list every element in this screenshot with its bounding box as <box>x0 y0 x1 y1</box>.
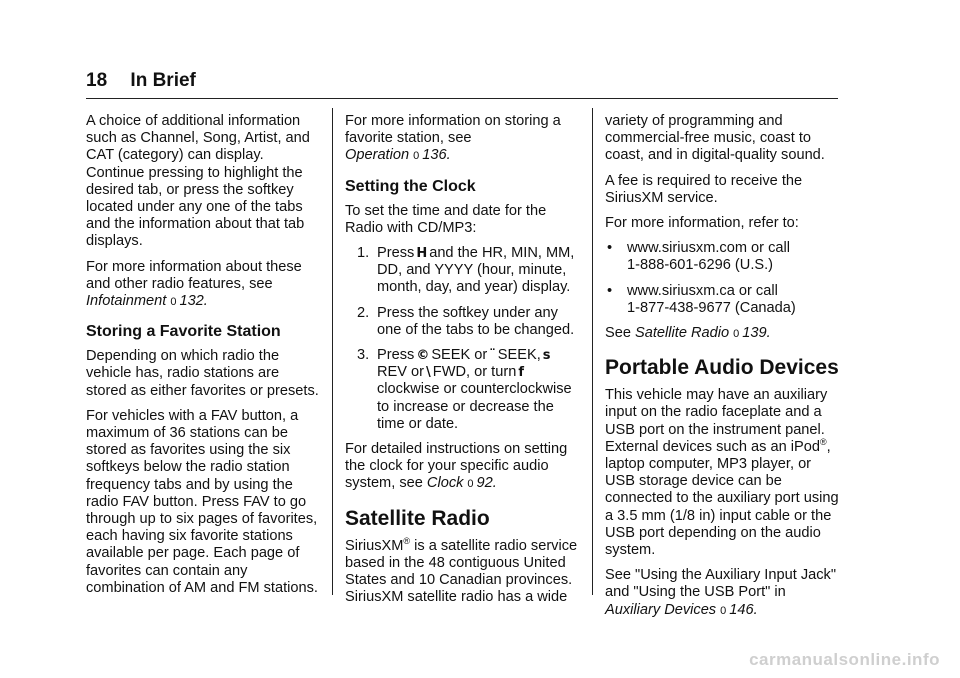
paragraph <box>605 387 841 559</box>
step-text: SEEK, <box>497 347 541 364</box>
cross-reference[interactable]: Clock <box>426 475 464 492</box>
list-item <box>605 283 841 317</box>
column-3 <box>605 113 841 628</box>
section-heading: Portable Audio Devices <box>605 356 839 380</box>
paragraph: A choice of additional information such as Channel, Song, Artist, and CAT (category) can display. Continue pressing to highlight the desired tab, or press the softkey located under any one of the tabs and the information about that tab displays. <box>86 113 310 250</box>
bullet-text: www.siriusxm.com or call <box>627 240 790 257</box>
column-divider-2 <box>592 108 593 595</box>
page-header <box>86 70 196 92</box>
column-divider-1 <box>332 108 333 595</box>
paragraph-text: For more information on storing a favorite station, see <box>345 113 561 147</box>
step-text: and the HR, MIN, MM, DD, and YYYY (hour, minute, month, day, and year) display. <box>377 245 575 296</box>
tune-knob-icon: f <box>518 365 524 381</box>
page-ref-arrow-icon: 0 <box>720 604 727 617</box>
rewind-icon: s <box>542 348 551 364</box>
paragraph <box>345 113 581 166</box>
bullet-icon: • <box>607 240 613 257</box>
step-number: 1. <box>357 245 370 262</box>
paragraph-text: See "Using the Auxiliary Input Jack" and "Using the USB Port" in <box>605 567 837 601</box>
page-reference[interactable]: 146. <box>729 601 758 618</box>
page-ref-arrow-icon: 0 <box>413 150 420 163</box>
paragraph-text: For more information about these and other radio features, see <box>86 258 302 292</box>
cross-reference[interactable]: Auxiliary Devices <box>605 601 717 618</box>
step-text: Press <box>377 347 415 364</box>
fast-forward-icon: \ <box>426 365 431 381</box>
page-reference[interactable]: 132. <box>179 293 208 310</box>
step-text: Press the softkey under any one of the tabs to be changed. <box>377 304 575 338</box>
step-number: 3. <box>357 347 370 364</box>
paragraph <box>605 567 841 620</box>
step-text: Press <box>377 245 415 262</box>
page-reference[interactable]: 136. <box>422 147 451 164</box>
header-rule <box>86 98 838 99</box>
bullet-text: 1-877-438-9677 (Canada) <box>627 299 796 316</box>
paragraph: For vehicles with a FAV button, a maximum of 36 stations can be stored as favorites using the six softkeys below the radio station frequency tabs and by using the radio FAV button. Press FAV to go through up to six pages of favorites, each having six favorite stations available per page. Each page of favorites can contain any combination of AM and FM stations. <box>86 407 318 596</box>
paragraph-text: is a satellite radio service based in the 48 contiguous United States and 10 Canadian provinces. SiriusXM satellite radio has a wide <box>345 537 578 606</box>
paragraph: To set the time and date for the Radio with CD/MP3: <box>345 202 547 236</box>
paragraph-text: For detailed instructions on setting the clock for your specific audio system, see <box>345 441 568 492</box>
paragraph: For more information, refer to: <box>605 215 799 232</box>
bullet-text: www.siriusxm.ca or call <box>627 282 778 299</box>
page-reference[interactable]: 139. <box>742 325 771 342</box>
list-item <box>345 305 581 339</box>
page-ref-arrow-icon: 0 <box>733 328 740 341</box>
step-text: REV or <box>377 364 425 381</box>
paragraph-text: This vehicle may have an auxiliary input on the radio faceplate and a USB port on the instrument panel. External devices such as an iPod <box>605 387 828 455</box>
list-item <box>605 240 841 274</box>
bullet-icon: • <box>607 282 613 299</box>
bullet-text: 1-888-601-6296 (U.S.) <box>627 257 774 274</box>
seek-back-icon: © <box>416 348 430 364</box>
list-item <box>345 347 581 433</box>
paragraph: variety of programming and commercial-free music, coast to coast, and in digital-quality sound. <box>605 113 825 164</box>
subsection-heading: Storing a Favorite Station <box>86 323 281 341</box>
step-text: SEEK or <box>431 347 488 364</box>
paragraph <box>345 535 581 607</box>
section-heading: Satellite Radio <box>345 506 490 530</box>
step-text: clockwise or counterclockwise to increase or decrease the time or date. <box>377 381 572 432</box>
section-title: In Brief <box>130 70 196 91</box>
column-1 <box>86 113 322 605</box>
paragraph-text: See <box>605 325 631 342</box>
seek-forward-icon: ¨ <box>489 348 496 364</box>
paragraph-text: , laptop computer, MP3 player, or USB storage device can be connected to the auxiliary port using a 3.5 mm (1/8 in) input cable or the USB port depending on the audio system. <box>605 438 839 559</box>
cross-reference[interactable]: Operation <box>345 147 410 164</box>
page-ref-arrow-icon: 0 <box>170 296 177 309</box>
step-text: FWD, or turn <box>432 364 517 381</box>
page-ref-arrow-icon: 0 <box>467 478 474 491</box>
paragraph <box>605 325 841 343</box>
bullet-list <box>605 240 841 317</box>
page-number: 18 <box>86 70 108 91</box>
page-reference[interactable]: 92. <box>476 475 497 492</box>
column-2 <box>345 113 581 614</box>
step-list <box>345 245 581 433</box>
watermark: carmanualsonline.info <box>749 650 940 669</box>
registered-mark: ® <box>403 535 411 546</box>
paragraph <box>345 441 581 494</box>
paragraph <box>86 259 322 312</box>
cross-reference[interactable]: Satellite Radio <box>635 325 730 342</box>
home-button-icon: H <box>416 246 428 262</box>
step-number: 2. <box>357 304 370 321</box>
paragraph-text: SiriusXM <box>345 537 404 554</box>
registered-mark: ® <box>819 436 827 447</box>
subsection-heading: Setting the Clock <box>345 177 476 195</box>
list-item <box>345 245 581 297</box>
cross-reference[interactable]: Infotainment <box>86 293 167 310</box>
paragraph: A fee is required to receive the SiriusXM service. <box>605 172 803 206</box>
paragraph: Depending on which radio the vehicle has, radio stations are stored as either favorites or presets. <box>86 348 319 399</box>
